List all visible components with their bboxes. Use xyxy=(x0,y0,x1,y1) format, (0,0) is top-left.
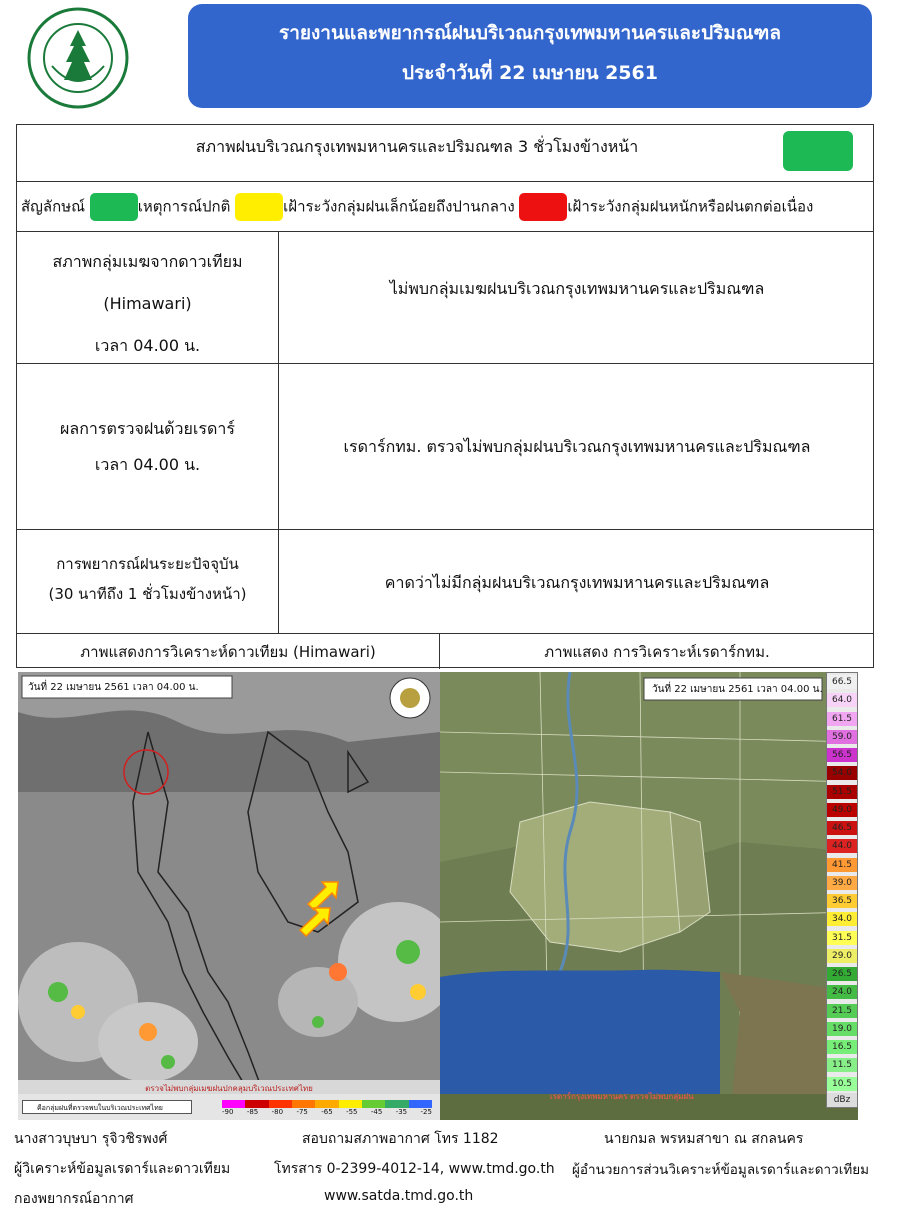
dbz-scale-value: 19.0 xyxy=(827,1022,857,1036)
radar-bottom-label: เรดาร์กรุงเทพมหานคร ตรวจไม่พบกลุ่มฝน xyxy=(550,1092,694,1101)
temp-scale-label: -65 xyxy=(321,1108,333,1116)
dbz-scale-value: 21.5 xyxy=(827,1004,857,1018)
radar-label-line: ผลการตรวจฝนด้วยเรดาร์ xyxy=(60,419,235,438)
dbz-scale-value: 44.0 xyxy=(827,839,857,853)
dbz-scale-value: 26.5 xyxy=(827,967,857,981)
satellite-row-value: ไม่พบกลุ่มเมฆฝนบริเวณกรุงเทพมหานครและปริมณฑล xyxy=(389,279,765,298)
temp-scale-swatch xyxy=(245,1100,268,1108)
dbz-scale-value: 66.5 xyxy=(827,675,857,689)
dbz-scale-value: 41.5 xyxy=(827,858,857,872)
temp-scale-label: -85 xyxy=(246,1108,259,1116)
analyst-name: นางสาวบุษบา รุจิวชิรพงศ์ xyxy=(14,1131,168,1147)
satellite-label-line: เวลา 04.00 น. xyxy=(94,336,201,355)
nowcast-row-value: คาดว่าไม่มีกลุ่มฝนบริเวณกรุงเทพมหานครและปริมณฑล xyxy=(384,573,770,592)
dbz-scale-value: 39.0 xyxy=(827,876,857,890)
dbz-scale-value: 31.5 xyxy=(827,931,857,945)
nowcast-label-line: (30 นาทีถึง 1 ชั่วโมงข้างหน้า) xyxy=(48,585,247,603)
dbz-scale-value: 36.5 xyxy=(827,894,857,908)
contact-website: www.satda.tmd.go.th xyxy=(324,1188,474,1204)
dbz-scale xyxy=(826,672,858,1108)
contact-phone: สอบถามสภาพอากาศ โทร 1182 xyxy=(302,1131,499,1147)
legend-row xyxy=(21,193,871,221)
temp-scale-swatch xyxy=(339,1100,362,1108)
legend-normal-label: เหตุการณ์ปกติ xyxy=(137,197,231,216)
tmd-logo xyxy=(22,6,134,110)
dbz-scale-value: 49.0 xyxy=(827,803,857,817)
dbz-scale-value: 10.5 xyxy=(827,1077,857,1091)
dbz-scale-value: 24.0 xyxy=(827,985,857,999)
temp-scale-label: -55 xyxy=(346,1108,358,1116)
satellite-row-label xyxy=(17,241,278,367)
temp-scale-swatch xyxy=(292,1100,315,1108)
satellite-bottom-label: ตรวจไม่พบกลุ่มเมฆฝนปกคลุมบริเวณประเทศไทย xyxy=(145,1084,313,1093)
legend-red-label: เฝ้าระวังกลุ่มฝนหนักหรือฝนตกต่อเนื่อง xyxy=(567,197,814,216)
dbz-scale-value: 59.0 xyxy=(827,730,857,744)
temp-scale-label: -35 xyxy=(395,1108,408,1116)
radar-image xyxy=(440,672,858,1120)
dbz-scale-value: 11.5 xyxy=(827,1058,857,1072)
dbz-scale-value: 29.0 xyxy=(827,949,857,963)
radar-image-header: ภาพแสดง การวิเคราะห์เรดาร์กทม. xyxy=(544,643,770,661)
dbz-scale-value: 46.5 xyxy=(827,821,857,835)
status-row-label: สภาพฝนบริเวณกรุงเทพมหานครและปริมณฑล 3 ชั่วโมงข้างหน้า xyxy=(195,137,639,156)
department-name: กองพยากรณ์อากาศ xyxy=(14,1191,134,1207)
legend-yellow-swatch xyxy=(235,193,283,221)
legend-red-swatch xyxy=(519,193,567,221)
director-name: นายกมล พรหมสาขา ณ สกลนคร xyxy=(604,1131,804,1147)
temp-scale-swatch xyxy=(315,1100,338,1108)
director-title: ผู้อำนวยการส่วนวิเคราะห์ข้อมูลเรดาร์และดาวเทียม xyxy=(572,1162,870,1178)
dbz-scale-value: 56.5 xyxy=(827,748,857,762)
satellite-image xyxy=(18,672,440,1120)
temp-scale-swatch xyxy=(269,1100,292,1108)
temp-scale-swatch xyxy=(222,1100,245,1108)
rain-status-table xyxy=(16,124,874,668)
satellite-legend-note: คือกลุ่มฝนที่ตรวจพบในบริเวณประเทศไทย xyxy=(22,1100,192,1114)
radar-row-label xyxy=(17,411,278,483)
analyst-title: ผู้วิเคราะห์ข้อมูลเรดาร์และดาวเทียม xyxy=(14,1161,231,1177)
nowcast-label-line: การพยากรณ์ฝนระยะปัจจุบัน xyxy=(56,555,239,573)
dbz-scale-value: 51.5 xyxy=(827,785,857,799)
contact-fax: โทรสาร 0-2399-4012-14, www.tmd.go.th xyxy=(274,1161,555,1177)
dbz-scale-value: 34.0 xyxy=(827,912,857,926)
satellite-label-line: (Himawari) xyxy=(103,294,192,313)
dbz-scale-value: 54.0 xyxy=(827,766,857,780)
temp-scale-swatch xyxy=(385,1100,408,1108)
status-indicator xyxy=(783,131,853,171)
temp-scale-label: -75 xyxy=(296,1108,308,1116)
dbz-scale-value: 64.0 xyxy=(827,693,857,707)
temp-scale-label: -45 xyxy=(370,1108,383,1116)
nowcast-row-label xyxy=(17,549,278,609)
temp-scale-label: -90 xyxy=(222,1108,234,1116)
temperature-scale xyxy=(222,1100,432,1116)
radar-timestamp: วันที่ 22 เมษายน 2561 เวลา 04.00 น. xyxy=(652,684,823,695)
temp-scale-label: -25 xyxy=(420,1108,432,1116)
satellite-image-header: ภาพแสดงการวิเคราะห์ดาวเทียม (Himawari) xyxy=(80,643,376,661)
legend-title: สัญลักษณ์ xyxy=(21,197,86,216)
legend-green-swatch xyxy=(90,193,138,221)
radar-label-line: เวลา 04.00 น. xyxy=(94,455,201,474)
satellite-label-line: สภาพกลุ่มเมฆจากดาวเทียม xyxy=(52,252,243,271)
report-banner xyxy=(188,4,872,108)
temp-scale-swatch xyxy=(409,1100,432,1108)
temp-scale-swatch xyxy=(362,1100,385,1108)
satellite-timestamp: วันที่ 22 เมษายน 2561 เวลา 04.00 น. xyxy=(28,682,199,693)
legend-yellow-label: เฝ้าระวังกลุ่มฝนเล็กน้อยถึงปานกลาง xyxy=(283,197,515,216)
dbz-unit: dBz xyxy=(827,1093,857,1107)
temp-scale-label: -80 xyxy=(271,1108,284,1116)
report-title: รายงานและพยากรณ์ฝนบริเวณกรุงเทพมหานครและปริมณฑล xyxy=(279,22,781,44)
report-date: ประจำวันที่ 22 เมษายน 2561 xyxy=(402,62,658,84)
radar-row-value: เรดาร์กทม. ตรวจไม่พบกลุ่มฝนบริเวณกรุงเทพมหานครและปริมณฑล xyxy=(343,437,811,456)
dbz-scale-value: 61.5 xyxy=(827,712,857,726)
dbz-scale-value: 16.5 xyxy=(827,1040,857,1054)
